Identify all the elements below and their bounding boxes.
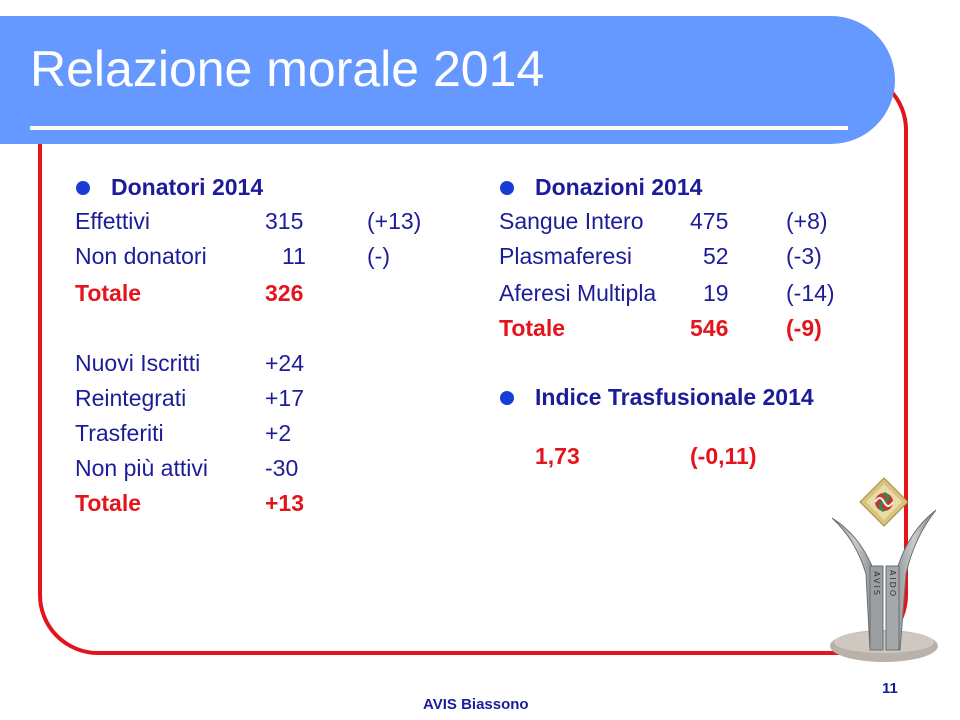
total-value: +13 xyxy=(265,490,305,516)
indice-value: 1,73 xyxy=(535,443,580,469)
footer-text: AVIS Biassono xyxy=(423,696,529,713)
row-label: Non donatori xyxy=(75,243,207,269)
row-delta: (-14) xyxy=(786,280,835,306)
bullet-icon xyxy=(500,391,514,405)
row-label: Nuovi Iscritti xyxy=(75,350,201,376)
row-label: Non più attivi xyxy=(75,455,208,481)
row-value: +17 xyxy=(265,385,305,411)
row-label: Trasferiti xyxy=(75,420,164,446)
logo-aido-text: AIDO xyxy=(888,569,897,599)
indice-heading-text: Indice Trasfusionale 2014 xyxy=(535,384,814,410)
row-label: Plasmaferesi xyxy=(499,243,632,269)
donazioni-heading-text: Donazioni 2014 xyxy=(535,174,703,200)
row-delta: (-) xyxy=(367,243,390,269)
indice-heading xyxy=(500,384,814,411)
indice-delta: (-0,11) xyxy=(690,443,757,469)
row-value: +24 xyxy=(265,350,305,376)
logo-tile xyxy=(860,478,908,526)
row-value: 19 xyxy=(703,280,729,306)
row-label: Sangue Intero xyxy=(499,208,644,234)
row-label: Reintegrati xyxy=(75,385,187,411)
avis-aido-logo xyxy=(828,474,940,662)
total-label: Totale xyxy=(75,490,142,516)
bullet-icon xyxy=(500,181,514,195)
row-delta: (+13) xyxy=(367,208,422,234)
row-value: 475 xyxy=(690,208,729,234)
row-value: 315 xyxy=(265,208,304,234)
slide-title: Relazione morale 2014 xyxy=(30,41,545,97)
row-value: +2 xyxy=(265,420,292,446)
row-label: Effettivi xyxy=(75,208,150,234)
total-label: Totale xyxy=(75,280,142,306)
bullet-icon xyxy=(76,181,90,195)
total-delta: (-9) xyxy=(786,315,822,341)
total-value: 326 xyxy=(265,280,304,306)
row-value: 11 xyxy=(282,243,306,269)
row-value: -30 xyxy=(265,455,299,481)
donazioni-heading xyxy=(500,174,702,201)
logo-avis-text: AVIS xyxy=(872,571,881,597)
row-delta: (-3) xyxy=(786,243,822,269)
page-number: 11 xyxy=(882,680,898,697)
donatori-heading-text: Donatori 2014 xyxy=(111,174,264,200)
total-value: 546 xyxy=(690,315,729,341)
row-delta: (+8) xyxy=(786,208,828,234)
row-value: 52 xyxy=(703,243,729,269)
row-label: Aferesi Multipla xyxy=(499,280,657,306)
donatori-heading xyxy=(76,174,263,201)
total-label: Totale xyxy=(499,315,566,341)
title-underline xyxy=(30,126,848,130)
